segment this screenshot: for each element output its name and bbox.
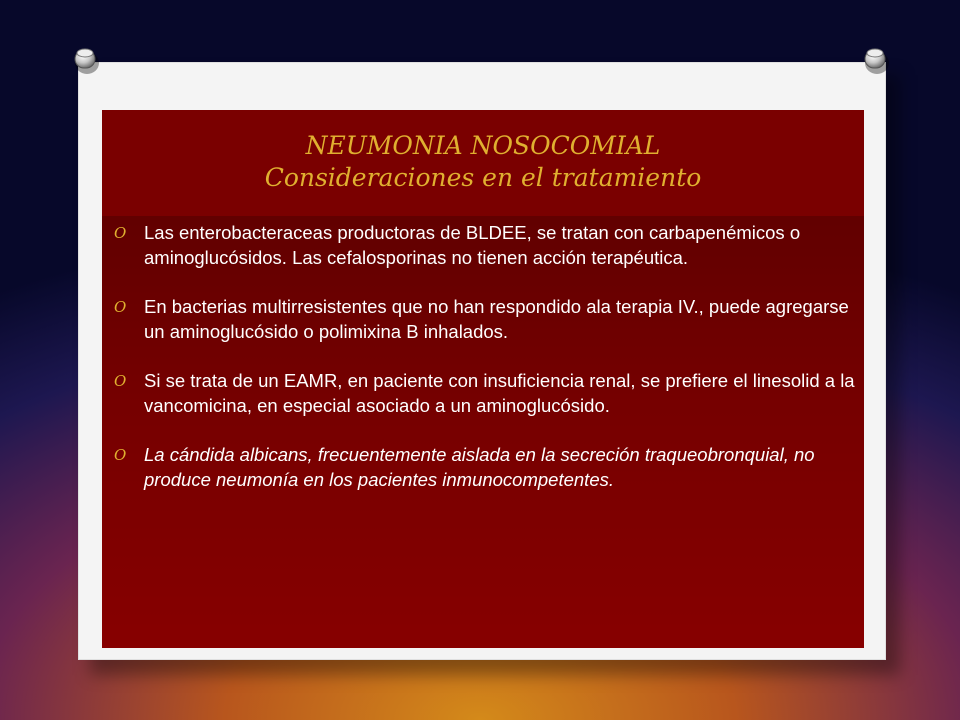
bullet-marker-icon: O [114, 224, 127, 242]
pushpin-icon [858, 42, 892, 76]
bullet-item [112, 442, 857, 492]
bullet-text: Si se trata de un EAMR, en paciente con insuficiencia renal, se prefiere el linesolid a la vancomicina, en especial asociado a un aminoglucósido. [144, 370, 855, 416]
title-line-1: NEUMONIA NOSOCOMIAL [305, 131, 661, 160]
bullet-marker-icon: O [114, 372, 127, 390]
bullet-marker-icon: O [114, 446, 127, 464]
bullet-text: La cándida albicans, frecuentemente aislada en la secreción traqueobronquial, no produce neumonía en los pacientes inmunocompetentes. [144, 444, 815, 490]
bullet-marker-icon: O [114, 298, 127, 316]
bullet-item [112, 368, 857, 418]
bullet-text: En bacterias multirresistentes que no han respondido ala terapia IV., puede agregarse un aminoglucósido o polimixina B inhalados. [144, 296, 849, 342]
bullet-item [112, 220, 857, 270]
pushpin-icon [68, 42, 102, 76]
bullet-list [112, 220, 857, 516]
bullet-item [112, 294, 857, 344]
title-line-2: Consideraciones en el tratamiento [264, 163, 702, 192]
slide-title [102, 130, 864, 194]
bullet-text: Las enterobacteraceas productoras de BLDEE, se tratan con carbapenémicos o aminoglucósidos. Las cefalosporinas no tienen acción terapéutica. [144, 222, 801, 268]
